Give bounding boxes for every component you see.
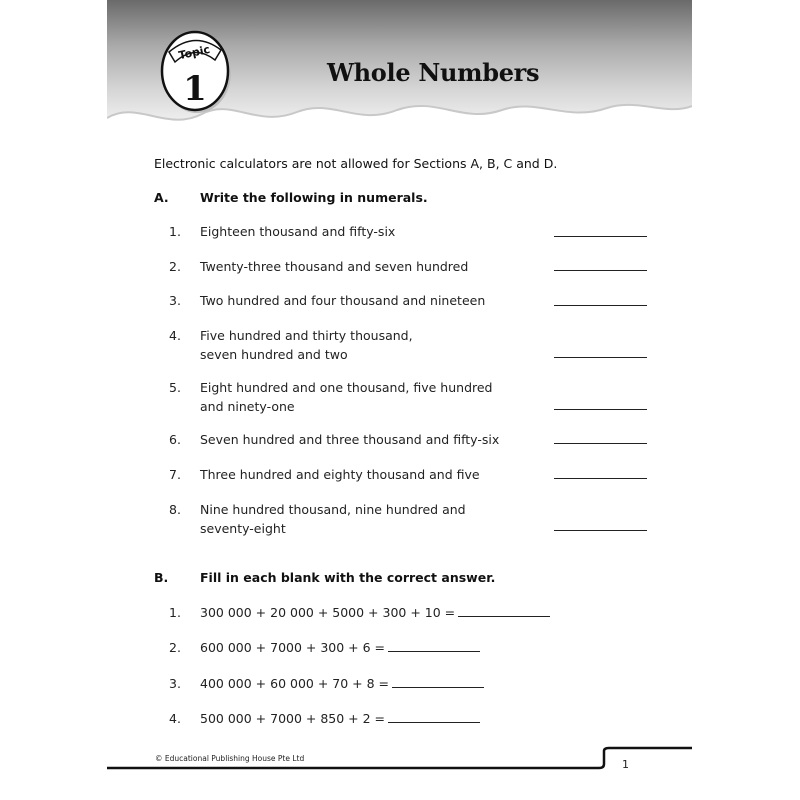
question-number: 2. bbox=[169, 259, 181, 274]
equation: 500 000 + 7000 + 850 + 2 = bbox=[200, 711, 480, 726]
answer-blank[interactable] bbox=[554, 409, 647, 410]
answer-blank[interactable] bbox=[554, 357, 647, 358]
question-number: 7. bbox=[169, 467, 181, 482]
section-a-instruction: Write the following in numerals. bbox=[200, 190, 428, 205]
answer-blank[interactable] bbox=[554, 478, 647, 479]
question-number: 1. bbox=[169, 605, 181, 620]
calculator-note: Electronic calculators are not allowed for Sections A, B, C and D. bbox=[154, 156, 558, 171]
question-number: 4. bbox=[169, 328, 181, 343]
question-text: Two hundred and four thousand and nineteen bbox=[200, 293, 486, 308]
question-text: Seven hundred and three thousand and fifty-six bbox=[200, 432, 500, 447]
answer-blank[interactable] bbox=[388, 722, 480, 723]
question-number: 3. bbox=[169, 293, 181, 308]
topic-word: Topic bbox=[177, 42, 212, 63]
answer-blank[interactable] bbox=[458, 616, 550, 617]
equation: 300 000 + 20 000 + 5000 + 300 + 10 = bbox=[200, 605, 550, 620]
question-number: 5. bbox=[169, 380, 181, 395]
question-number: 8. bbox=[169, 502, 181, 517]
worksheet-page bbox=[107, 0, 692, 775]
answer-blank[interactable] bbox=[554, 530, 647, 531]
answer-blank[interactable] bbox=[554, 443, 647, 444]
answer-blank[interactable] bbox=[388, 651, 480, 652]
question-number: 4. bbox=[169, 711, 181, 726]
section-a-letter: A. bbox=[154, 190, 169, 205]
question-number: 6. bbox=[169, 432, 181, 447]
answer-blank[interactable] bbox=[554, 270, 647, 271]
question-text: Twenty-three thousand and seven hundred bbox=[200, 259, 469, 274]
question-text: Eighteen thousand and fifty-six bbox=[200, 224, 396, 239]
answer-blank[interactable] bbox=[392, 687, 484, 688]
section-b-letter: B. bbox=[154, 570, 169, 585]
question-text: Nine hundred thousand, nine hundred and seventy-eight bbox=[200, 502, 466, 536]
section-b-instruction: Fill in each blank with the correct answer. bbox=[200, 570, 496, 585]
answer-blank[interactable] bbox=[554, 305, 647, 306]
answer-blank[interactable] bbox=[554, 236, 647, 237]
page-number: 1 bbox=[622, 758, 629, 771]
question-text: Three hundred and eighty thousand and five bbox=[200, 467, 480, 482]
topic-number: 1 bbox=[183, 69, 207, 109]
question-number: 3. bbox=[169, 676, 181, 691]
question-number: 2. bbox=[169, 640, 181, 655]
topic-badge bbox=[159, 26, 235, 116]
question-text: Eight hundred and one thousand, five hundred and ninety-one bbox=[200, 380, 493, 414]
copyright-text: © Educational Publishing House Pte Ltd bbox=[155, 754, 305, 763]
question-text: Five hundred and thirty thousand, seven hundred and two bbox=[200, 328, 413, 362]
equation: 600 000 + 7000 + 300 + 6 = bbox=[200, 640, 480, 655]
page-title: Whole Numbers bbox=[327, 58, 540, 87]
question-number: 1. bbox=[169, 224, 181, 239]
equation: 400 000 + 60 000 + 70 + 8 = bbox=[200, 676, 484, 691]
